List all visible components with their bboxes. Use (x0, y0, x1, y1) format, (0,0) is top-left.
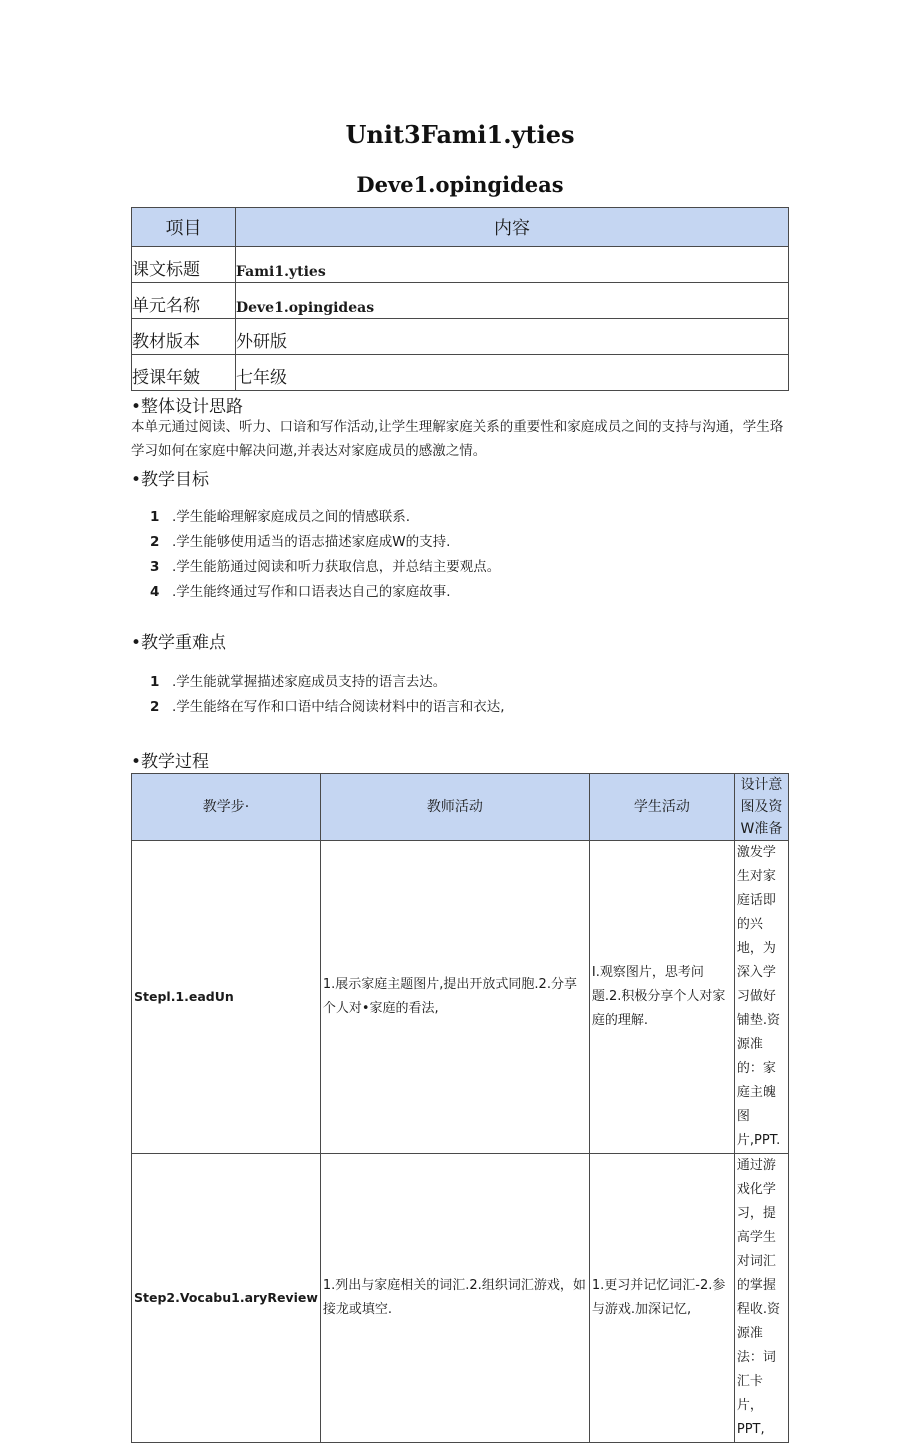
table-row (132, 283, 789, 319)
list-item (150, 695, 505, 720)
teacher-cell: 1.列出与家庭相关的词汇.2.组织词汇游戏，如接龙或填空. (320, 1154, 589, 1443)
table-row (132, 247, 789, 283)
info-value: Fami1.yties (236, 247, 789, 283)
info-label: 授课年皴 (132, 355, 236, 391)
list-item (150, 670, 505, 695)
item-number: 2 (150, 699, 160, 715)
table-row (132, 841, 789, 1154)
item-text: .学生能络在写作和口语中结合阅读材料中的语言和衣达, (172, 699, 505, 715)
info-header-item: 项目 (132, 208, 236, 247)
process-heading: •教学过程 (131, 752, 210, 772)
info-value: Deve1.opingideas (236, 283, 789, 319)
student-cell: 1.更习并记忆词汇-2.参与游戏.加深记忆, (589, 1154, 734, 1443)
info-label: 课文标题 (132, 247, 236, 283)
student-cell: I.观察图片，思考问题.2.积极分享个人对家庭的理解. (589, 841, 734, 1154)
item-number: 3 (150, 559, 160, 575)
design-cell: 激发学生对家庭话即的兴地，为深入学习做好铺垫.资源准的：家庭主魄图片,PPT. (734, 841, 788, 1154)
list-item (150, 580, 500, 605)
list-item (150, 530, 500, 555)
doc-title: Unit3Fami1.yties (345, 120, 575, 149)
goals-heading: •教学目标 (131, 470, 210, 490)
keypoints-list (150, 670, 505, 720)
design-text: 本单元通过阅读、听力、口谙和写作活动,让学生理解家庭关系的重要性和家庭成员之间的支持与沟通，学生珞学习如何在家庭中解决问遨,并表达对家庭成员的感激之情。 (131, 419, 784, 459)
item-text: .学生能终通过写作和口语表达自己的家庭故事. (172, 584, 451, 600)
process-header-step: 教学步· (132, 774, 321, 841)
keypoints-heading: •教学重难点 (131, 633, 227, 653)
item-text: .学生能够使用适当的语志描述家庭成W的支持. (172, 534, 451, 550)
table-row (132, 1154, 789, 1443)
list-item (150, 555, 500, 580)
info-table (131, 207, 789, 391)
teacher-cell: 1.展示家庭主题图片,提出开放式同胞.2.分享个人对•家庭的看法, (320, 841, 589, 1154)
step-cell: Stepl.1.eadUn (132, 841, 321, 1154)
info-label: 教材版本 (132, 319, 236, 355)
item-text: .学生能筋通过阅读和听力获取信息，并总结主要观点。 (172, 559, 501, 575)
process-table (131, 773, 789, 1443)
info-header-content: 内容 (236, 208, 789, 247)
info-value: 七年级 (236, 355, 789, 391)
item-number: 4 (150, 584, 160, 600)
info-label: 单元名称 (132, 283, 236, 319)
doc-subtitle: Deve1.opingideas (356, 172, 564, 197)
item-number: 1 (150, 674, 160, 690)
item-number: 1 (150, 509, 160, 525)
item-text: .学生能就掌握描述家庭成员支持的语言去达。 (172, 674, 447, 690)
table-row (132, 355, 789, 391)
item-text: .学生能峪理解家庭成员之间的情感联系. (172, 509, 411, 525)
process-header-student: 学生活动 (589, 774, 734, 841)
list-item (150, 505, 500, 530)
table-row (132, 319, 789, 355)
design-heading: •整体设计思路 (131, 397, 244, 417)
design-cell: 通过游戏化学习，提高学生对词汇的掌握程收.资源准法：词汇卡片，PPT, (734, 1154, 788, 1443)
item-number: 2 (150, 534, 160, 550)
goals-list (150, 505, 500, 605)
process-header-teacher: 教师活动 (320, 774, 589, 841)
process-header-design: 设计意图及资W准备 (734, 774, 788, 841)
step-cell: Step2.Vocabu1.aryReview (132, 1154, 321, 1443)
info-value: 外研版 (236, 319, 789, 355)
